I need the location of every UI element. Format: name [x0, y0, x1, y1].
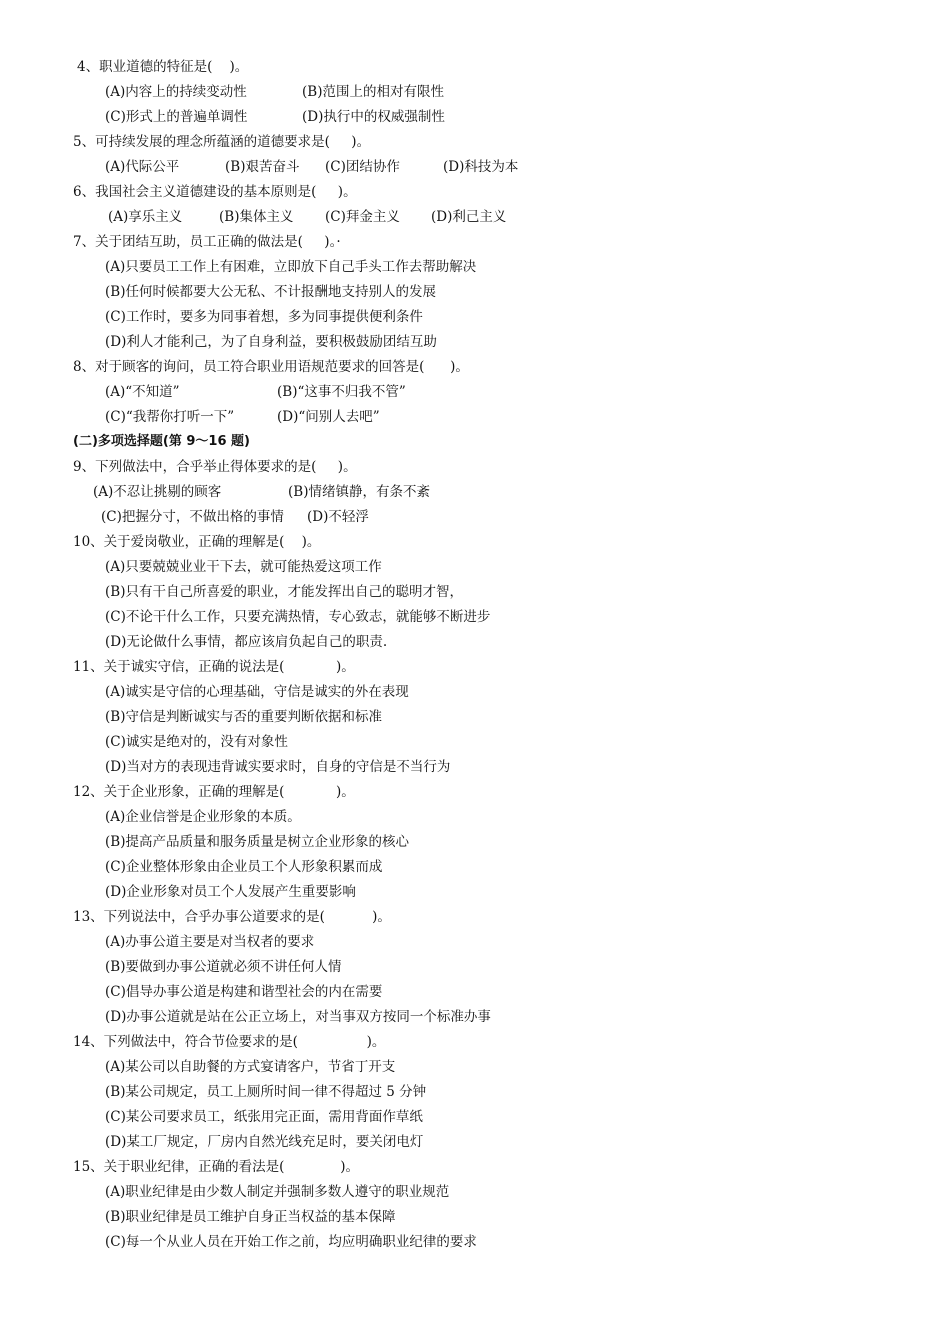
question-7-option-c: (C)工作时，要多为同事着想，多为同事提供便利条件: [105, 309, 423, 325]
question-14-stem: 14、下列做法中，符合节俭要求的是( )。: [73, 1034, 386, 1050]
question-12-option-a: (A)企业信誉是企业形象的本质。: [105, 809, 301, 825]
question-6-option-c: (C)拜金主义: [325, 209, 400, 225]
question-15-option-b: (B)职业纪律是员工维护自身正当权益的基本保障: [105, 1209, 396, 1225]
question-9-option-a: (A)不忍让挑剔的顾客: [93, 484, 222, 500]
question-13-stem: 13、下列说法中，合乎办事公道要求的是( )。: [73, 909, 391, 925]
question-12-option-b: (B)提高产品质量和服务质量是树立企业形象的核心: [105, 834, 409, 850]
question-13-option-a: (A)办事公道主要是对当权者的要求: [105, 934, 315, 950]
question-10-option-d: (D)无论做什么事情，都应该肩负起自己的职责.: [105, 634, 388, 650]
question-14-option-c: (C)某公司要求员工，纸张用完正面，需用背面作草纸: [105, 1109, 423, 1125]
question-5-stem: 5、可持续发展的理念所蕴涵的道德要求是( )。: [73, 134, 371, 150]
question-15-option-c: (C)每一个从业人员在开始工作之前，均应明确职业纪律的要求: [105, 1234, 477, 1250]
question-7-option-a: (A)只要员工工作上有困难，立即放下自己手头工作去帮助解决: [105, 259, 477, 275]
question-8-option-c: (C)“我帮你打听一下”: [105, 409, 235, 425]
question-14-option-a: (A)某公司以自助餐的方式宴请客户，节省丁开支: [105, 1059, 396, 1075]
question-15-option-a: (A)职业纪律是由少数人制定并强制多数人遵守的职业规范: [105, 1184, 450, 1200]
question-5-option-b: (B)艰苦奋斗: [225, 159, 300, 175]
question-6-option-a: (A)享乐主义: [108, 209, 183, 225]
question-11-option-b: (B)守信是判断诚实与否的重要判断依据和标准: [105, 709, 382, 725]
question-7-option-b: (B)任何时候都要大公无私、不计报酬地支持别人的发展: [105, 284, 436, 300]
question-6-option-b: (B)集体主义: [219, 209, 294, 225]
question-11-option-a: (A)诚实是守信的心理基础，守信是诚实的外在表现: [105, 684, 409, 700]
question-11-stem: 11、关于诚实守信，正确的说法是( )。: [73, 659, 355, 675]
question-14-option-d: (D)某工厂规定，厂房内自然光线充足时，要关闭电灯: [105, 1134, 424, 1150]
question-11-option-c: (C)诚实是绝对的，没有对象性: [105, 734, 288, 750]
question-11-option-d: (D)当对方的表现违背诚实要求时，自身的守信是不当行为: [105, 759, 451, 775]
question-13-option-b: (B)要做到办事公道就必须不讲任何人情: [105, 959, 342, 975]
question-4-stem: 4、职业道德的特征是( )。: [77, 59, 249, 75]
question-9-stem: 9、下列做法中，合乎举止得体要求的是( )。: [73, 459, 357, 475]
question-10-option-c: (C)不论干什么工作，只要充满热情，专心致志，就能够不断进步: [105, 609, 491, 625]
question-12-option-d: (D)企业形象对员工个人发展产生重要影响: [105, 884, 356, 900]
question-13-option-d: (D)办事公道就是站在公正立场上，对当事双方按同一个标准办事: [105, 1009, 491, 1025]
question-10-stem: 10、关于爱岗敬业，正确的理解是( )。: [73, 534, 321, 550]
question-9-option-c: (C)把握分寸，不做出格的事情: [101, 509, 284, 525]
question-4-option-c: (C)形式上的普遍单调性: [105, 109, 248, 125]
question-14-option-b: (B)某公司规定，员工上厕所时间一律不得超过 5 分钟: [105, 1084, 427, 1100]
question-5-option-a: (A)代际公平: [105, 159, 180, 175]
question-12-stem: 12、关于企业形象，正确的理解是( )。: [73, 784, 355, 800]
question-9-option-b: (B)情绪镇静，有条不紊: [288, 484, 430, 500]
question-6-option-d: (D)利己主义: [431, 209, 507, 225]
question-4-option-d: (D)执行中的权威强制性: [302, 109, 445, 125]
question-8-option-d: (D)“问别人去吧”: [277, 409, 380, 425]
question-8-stem: 8、对于顾客的询问，员工符合职业用语规范要求的回答是( )。: [73, 359, 469, 375]
question-8-option-b: (B)“这事不归我不管”: [277, 384, 406, 400]
question-5-option-d: (D)科技为本: [443, 159, 519, 175]
question-10-option-a: (A)只要兢兢业业干下去，就可能热爱这项工作: [105, 559, 382, 575]
question-10-option-b: (B)只有干自己所喜爱的职业，才能发挥出自己的聪明才智，: [105, 584, 463, 600]
question-7-option-d: (D)利人才能利己，为了自身利益，要积极鼓励团结互助: [105, 334, 437, 350]
question-6-stem: 6、我国社会主义道德建设的基本原则是( )。: [73, 184, 357, 200]
question-5-option-c: (C)团结协作: [325, 159, 400, 175]
question-12-option-c: (C)企业整体形象由企业员工个人形象积累而成: [105, 859, 383, 875]
question-9-option-d: (D)不轻浮: [307, 509, 369, 525]
question-4-option-b: (B)范围上的相对有限性: [302, 84, 444, 100]
question-4-option-a: (A)内容上的持续变动性: [105, 84, 247, 100]
question-15-stem: 15、关于职业纪律，正确的看法是( )。: [73, 1159, 359, 1175]
question-8-option-a: (A)“不知道”: [105, 384, 180, 400]
question-13-option-c: (C)倡导办事公道是构建和谐型社会的内在需要: [105, 984, 383, 1000]
question-7-stem: 7、关于团结互助，员工正确的做法是( )。·: [73, 234, 341, 250]
section-heading: (二)多项选择题(第 9～16 题): [73, 434, 250, 449]
